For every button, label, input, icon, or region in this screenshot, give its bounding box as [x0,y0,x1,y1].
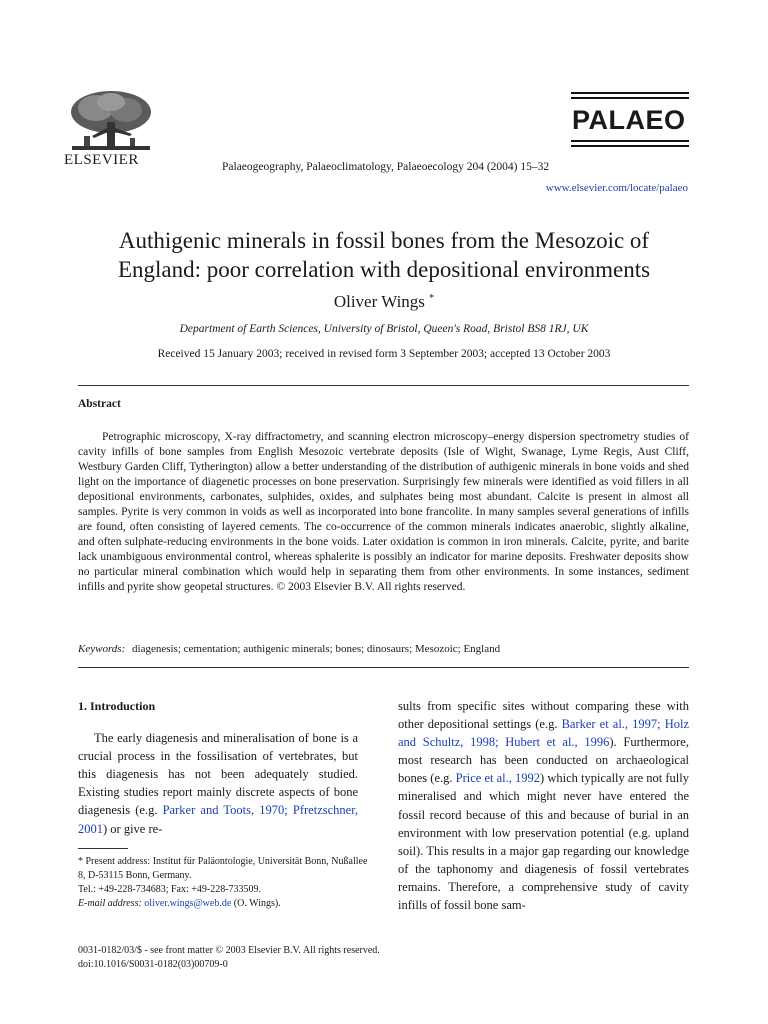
footnote-phone: Tel.: +49-228-734683; Fax: +49-228-733509. [78,884,262,895]
divider [78,385,689,386]
body-text: ) which typically are not fully mineralised and which might never have entered the fossil record because of this and because of burial in an environment with low preservation potential (e.g. upland soil). This results in a major gap regarding our knowledge of the taphonomy and diagenesis of fossil vertebrates remains. Therefore, a comprehensive study of cavity infills of fossil bone sam- [398,771,690,913]
elsevier-logo [62,88,162,169]
citation-link[interactable]: Parker and Toots, 1970; Pfretzschner, 2001 [78,803,358,836]
intro-paragraph [78,729,358,838]
left-column [78,697,358,838]
body-text: The early diagenesis and mineralisation of bone is a crucial process in the fossilisation of vertebrates, but this diagenesis has not been adequately studied. Existing studies report mainly discrete aspects of bone diagenesis (e.g. [78,731,358,818]
divider [78,667,689,668]
section-heading: 1. Introduction [78,699,156,713]
publisher-name: ELSEVIER [64,152,139,168]
article-dates: Received 15 January 2003; received in revised form 3 September 2003; accepted 13 October 2003 [157,348,611,360]
issn-line: 0031-0182/03/$ - see front matter © 2003 Elsevier B.V. All rights reserved. [78,945,380,956]
abstract-body [78,430,689,595]
citation-link[interactable]: Barker et al., 1997; Holz and Schultz, 1998; Hubert et al., 1996 [398,717,689,750]
email-link[interactable]: oliver.wings@web.de [144,898,232,909]
title-line: Authigenic minerals in fossil bones from the Mesozoic of [118,228,650,253]
body-text: sults from specific sites without comparing these with other depositional settings (e.g. [398,699,689,732]
body-text: ). Furthermore, most research has been conducted on archaeological bones (e.g. [398,735,689,786]
intro-paragraph-continued [398,697,689,914]
logo-rule [571,140,689,142]
body-text: ) or give re- [103,821,163,836]
email-tail: (O. Wings). [233,898,281,909]
abstract-heading: Abstract [78,398,121,410]
logo-rule [571,145,689,147]
affiliation: Department of Earth Sciences, University of Bristol, Queen's Road, Bristol BS8 1RJ, UK [179,323,589,335]
right-column [398,697,689,914]
logo-rule [571,97,689,99]
journal-url-link[interactable]: www.elsevier.com/locate/palaeo [545,182,688,194]
keywords [78,643,500,655]
keywords-text: diagenesis; cementation; authigenic minerals; bones; dinosaurs; Mesozoic; England [132,643,501,655]
email-label: E-mail address: [78,898,142,909]
footnote [78,855,368,911]
journal-short-name: PALAEO [572,105,686,135]
title-line: England: poor correlation with depositional environments [117,257,651,282]
elsevier-tree-icon [66,88,156,154]
page-footer [78,944,380,971]
copyright-line: © 2003 Elsevier B.V. All rights reserved. [276,581,466,593]
journal-logo [571,92,689,150]
doi-line: doi:10.1016/S0031-0182(03)00709-0 [78,958,228,970]
footnote-address: * Present address: Institut für Paläontologie, Universität Bonn, Nußallee 8, D-53115 Bonn, Germany. [78,856,368,881]
article-title [60,226,708,284]
citation-link[interactable]: Price et al., 1992 [455,771,541,786]
abstract-text: Petrographic microscopy, X-ray diffractometry, and scanning electron microscopy–energy dispersion spectrometry studies of cavity infills of bone samples from English Mesozoic vertebrate deposits (Isle of Wight, Swanage, Lyme Regis, Aust Cliff, Westbury Garden Cliff, Tytherington) allow a better understanding of the distribution of authigenic minerals in bone voids and shed light on the importance of diagenetic processes on bone preservation. Surprisingly few minerals were identified as void fillers in all depositional environments, carbonates, sulphides, oxides, and sulphates being most abundant. Calcite is present in almost all samples. Pyrite is very common in voids as well as incorporated into bone francolite. In many samples several generations of infills are found, often consisting of layered cements. The co-occurrence of the common minerals indicates anaerobic, slightly alkaline, and often sulphate-reducing environments in the bone voids. Later oxidation is common in iron minerals. Calcite, pyrite, and barite lack unambiguous environmental control, whereas sphalerite is possibly an indicator for marine deposits. Freshwater deposits show no particular mineral combination which would help in separating them from other environments. In some instances, sediment infills and pyrite show geopetal structures. [78,431,689,593]
author-name[interactable]: Oliver Wings [333,292,425,311]
keywords-label: Keywords: [78,643,126,655]
logo-rule [571,92,689,94]
author-footnote-mark[interactable]: * [429,293,435,304]
footnote-rule [78,848,128,849]
footnote-email [78,897,368,911]
journal-citation: Palaeogeography, Palaeoclimatology, Palaeoecology 204 (2004) 15–32 [222,161,550,173]
author [0,292,768,312]
